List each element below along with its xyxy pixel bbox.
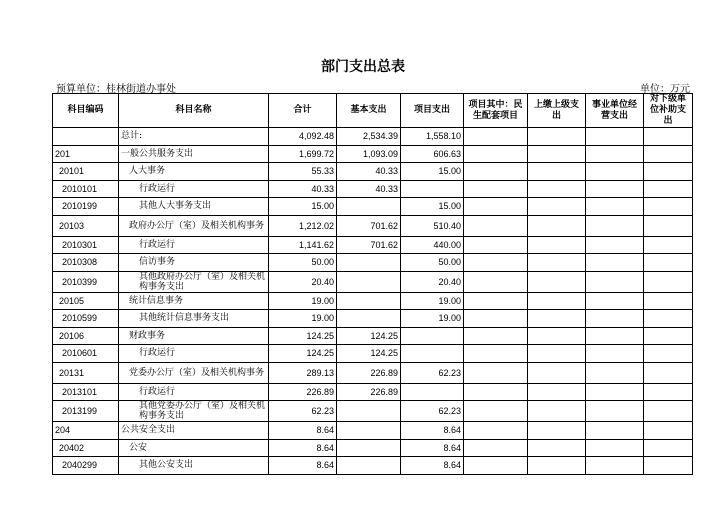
cell-business-op [586,327,644,345]
col-header-total: 合计 [269,94,337,128]
cell-upper-remit [528,401,586,422]
cell-upper-remit [528,292,586,310]
cell-basic: 226.89 [337,362,401,383]
cell-code: 2010101 [53,180,119,198]
cell-total: 289.13 [269,362,337,383]
cell-business-op [586,236,644,254]
cell-total: 8.64 [269,457,337,475]
cell-basic: 40.33 [337,163,401,181]
cell-name: 党委办公厅（室）及相关机构事务 [119,362,269,383]
cell-business-op [586,198,644,216]
cell-name: 其他人大事务支出 [119,198,269,216]
table-row [53,271,693,292]
cell-livelihood [464,292,528,310]
cell-business-op [586,254,644,272]
cell-subsidy [644,310,693,328]
col-header-basic: 基本支出 [337,94,401,128]
cell-project [401,180,464,198]
cell-basic [337,198,401,216]
cell-business-op [586,457,644,475]
table-row [53,198,693,216]
cell-project: 15.00 [401,198,464,216]
cell-subsidy [644,254,693,272]
cell-business-op [586,439,644,457]
cell-upper-remit [528,345,586,363]
cell-livelihood [464,145,528,163]
cell-livelihood [464,180,528,198]
cell-name: 行政运行 [119,180,269,198]
cell-basic: 40.33 [337,180,401,198]
cell-name: 总计: [119,128,269,146]
table-row [53,401,693,422]
cell-subsidy [644,457,693,475]
table-row [53,310,693,328]
cell-name: 政府办公厅（室）及相关机构事务 [119,215,269,236]
cell-code: 204 [53,422,119,440]
cell-business-op [586,345,644,363]
cell-code: 20106 [53,327,119,345]
table-row [53,215,693,236]
cell-code: 201 [53,145,119,163]
table-row [53,327,693,345]
cell-upper-remit [528,145,586,163]
cell-code: 2013101 [53,383,119,401]
cell-code: 2040299 [53,457,119,475]
cell-total: 1,141.62 [269,236,337,254]
cell-code: 20131 [53,362,119,383]
cell-livelihood [464,310,528,328]
cell-livelihood [464,401,528,422]
cell-business-op [586,401,644,422]
cell-subsidy [644,198,693,216]
cell-name: 统计信息事务 [119,292,269,310]
cell-name: 其他公安支出 [119,457,269,475]
table-row [53,180,693,198]
cell-code [53,128,119,146]
cell-upper-remit [528,457,586,475]
cell-code: 2013199 [53,401,119,422]
cell-upper-remit [528,422,586,440]
cell-basic [337,439,401,457]
cell-livelihood [464,457,528,475]
cell-name: 行政运行 [119,345,269,363]
cell-total: 40.33 [269,180,337,198]
cell-code: 20103 [53,215,119,236]
cell-subsidy [644,292,693,310]
cell-upper-remit [528,254,586,272]
table-row [53,254,693,272]
cell-name: 人大事务 [119,163,269,181]
cell-business-op [586,271,644,292]
cell-code: 2010301 [53,236,119,254]
cell-livelihood [464,362,528,383]
expenditure-table [52,93,693,475]
cell-basic [337,401,401,422]
cell-name: 公安 [119,439,269,457]
cell-project: 510.40 [401,215,464,236]
cell-livelihood [464,271,528,292]
table-row [53,292,693,310]
cell-project [401,383,464,401]
cell-code: 20105 [53,292,119,310]
cell-livelihood [464,215,528,236]
cell-name: 行政运行 [119,383,269,401]
cell-subsidy [644,401,693,422]
cell-name: 公共安全支出 [119,422,269,440]
cell-business-op [586,128,644,146]
cell-subsidy [644,327,693,345]
cell-livelihood [464,422,528,440]
cell-total: 1,699.72 [269,145,337,163]
cell-upper-remit [528,439,586,457]
cell-name: 行政运行 [119,236,269,254]
cell-subsidy [644,215,693,236]
cell-business-op [586,362,644,383]
cell-name: 一般公共服务支出 [119,145,269,163]
cell-business-op [586,292,644,310]
col-header-subsidy: 对下级单位补助支出 [644,94,693,128]
cell-total: 8.64 [269,439,337,457]
cell-project: 15.00 [401,163,464,181]
cell-code: 2010599 [53,310,119,328]
cell-basic [337,422,401,440]
cell-basic: 124.25 [337,345,401,363]
table-row [53,163,693,181]
cell-subsidy [644,439,693,457]
currency-unit-label: 单位：万元 [640,84,690,95]
cell-livelihood [464,254,528,272]
cell-livelihood [464,198,528,216]
cell-total: 124.25 [269,345,337,363]
cell-total: 20.40 [269,271,337,292]
cell-project: 8.64 [401,439,464,457]
cell-total: 1,212.02 [269,215,337,236]
cell-subsidy [644,145,693,163]
cell-subsidy [644,422,693,440]
cell-name: 其他党委办公厅（室）及相关机构事务支出 [119,401,269,422]
budget-unit-label: 预算单位：桂林街道办事处 [56,84,176,95]
cell-total: 15.00 [269,198,337,216]
table-row [53,236,693,254]
cell-upper-remit [528,271,586,292]
col-header-code: 科目编码 [53,94,119,128]
cell-livelihood [464,383,528,401]
cell-project [401,345,464,363]
cell-subsidy [644,128,693,146]
cell-upper-remit [528,383,586,401]
cell-upper-remit [528,180,586,198]
cell-upper-remit [528,215,586,236]
cell-total: 8.64 [269,422,337,440]
cell-business-op [586,310,644,328]
cell-basic: 1,093.09 [337,145,401,163]
table-row [53,439,693,457]
cell-project: 19.00 [401,292,464,310]
cell-upper-remit [528,310,586,328]
table-row [53,383,693,401]
cell-project: 19.00 [401,310,464,328]
cell-upper-remit [528,128,586,146]
cell-basic: 701.62 [337,236,401,254]
cell-project: 1,558.10 [401,128,464,146]
cell-subsidy [644,362,693,383]
cell-total: 226.89 [269,383,337,401]
table-row [53,422,693,440]
cell-code: 2010199 [53,198,119,216]
cell-code: 2010399 [53,271,119,292]
table-row [53,345,693,363]
cell-subsidy [644,163,693,181]
cell-total: 55.33 [269,163,337,181]
cell-project: 8.64 [401,457,464,475]
col-header-name: 科目名称 [119,94,269,128]
col-header-upper-remit: 上缴上级支出 [528,94,586,128]
cell-name: 其他政府办公厅（室）及相关机构事务支出 [119,271,269,292]
cell-code: 2010308 [53,254,119,272]
cell-subsidy [644,180,693,198]
cell-basic [337,292,401,310]
cell-project: 606.63 [401,145,464,163]
cell-basic [337,254,401,272]
cell-code: 2010601 [53,345,119,363]
cell-basic [337,310,401,328]
cell-basic: 2,534.39 [337,128,401,146]
cell-project: 62.23 [401,401,464,422]
cell-business-op [586,422,644,440]
cell-subsidy [644,383,693,401]
cell-subsidy [644,345,693,363]
cell-upper-remit [528,236,586,254]
cell-basic: 124.25 [337,327,401,345]
cell-name: 财政事务 [119,327,269,345]
page-title: 部门支出总表 [321,59,405,75]
cell-total: 4,092.48 [269,128,337,146]
cell-basic [337,271,401,292]
cell-business-op [586,163,644,181]
cell-basic: 226.89 [337,383,401,401]
cell-basic: 701.62 [337,215,401,236]
cell-upper-remit [528,362,586,383]
table-row [53,362,693,383]
col-header-project: 项目支出 [401,94,464,128]
table-header-row [53,94,693,128]
cell-total: 62.23 [269,401,337,422]
cell-project: 62.23 [401,362,464,383]
cell-total: 124.25 [269,327,337,345]
col-header-business-op: 事业单位经营支出 [586,94,644,128]
cell-project: 50.00 [401,254,464,272]
cell-upper-remit [528,198,586,216]
cell-code: 20101 [53,163,119,181]
cell-livelihood [464,128,528,146]
cell-project: 8.64 [401,422,464,440]
cell-upper-remit [528,327,586,345]
cell-livelihood [464,345,528,363]
cell-project: 440.00 [401,236,464,254]
table-row [53,145,693,163]
cell-livelihood [464,163,528,181]
cell-project [401,327,464,345]
cell-basic [337,457,401,475]
cell-name: 其他统计信息事务支出 [119,310,269,328]
cell-subsidy [644,271,693,292]
cell-project: 20.40 [401,271,464,292]
cell-total: 19.00 [269,292,337,310]
cell-name: 信访事务 [119,254,269,272]
col-header-livelihood: 项目其中：民生配套项目 [464,94,528,128]
table-row [53,128,693,146]
cell-business-op [586,383,644,401]
cell-code: 20402 [53,439,119,457]
cell-business-op [586,180,644,198]
cell-livelihood [464,236,528,254]
cell-upper-remit [528,163,586,181]
cell-business-op [586,145,644,163]
table-row [53,457,693,475]
cell-subsidy [644,236,693,254]
cell-livelihood [464,327,528,345]
cell-total: 50.00 [269,254,337,272]
cell-livelihood [464,439,528,457]
cell-business-op [586,215,644,236]
cell-total: 19.00 [269,310,337,328]
